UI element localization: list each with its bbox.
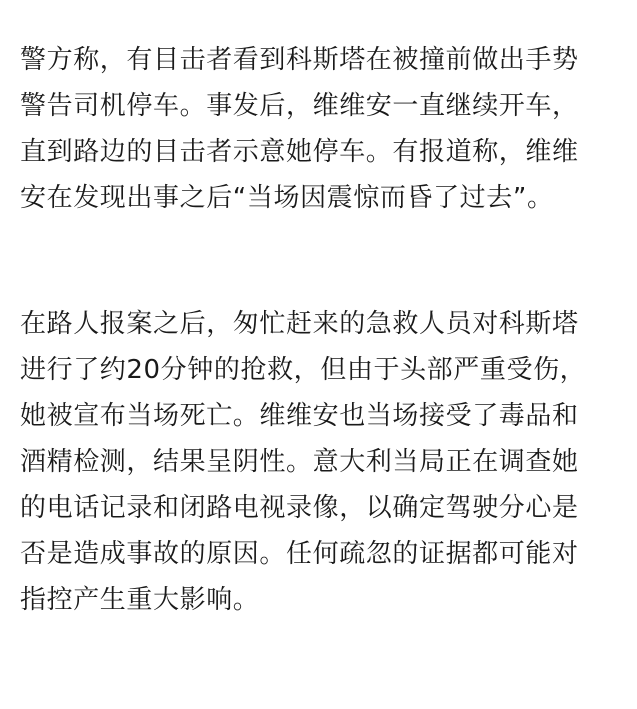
text-line: 在路人报案之后，匆忙赶来的急救人员对科斯塔 <box>20 309 579 339</box>
text-line: 安在发现出事之后“当场因震惊而昏了过去”。 <box>20 183 554 213</box>
text-line: 警告司机停车。事发后，维维安一直继续开车， <box>20 91 579 121</box>
paragraph-1 <box>20 37 620 221</box>
text-line: 酒精检测，结果呈阴性。意大利当局正在调查她 <box>20 447 579 477</box>
text-line: 直到路边的目击者示意她停车。有报道称，维维 <box>20 137 579 167</box>
text-line: 指控产生重大影响。 <box>20 585 260 615</box>
text-line: 否是造成事故的原因。任何疏忽的证据都可能对 <box>20 539 579 569</box>
text-line: 进行了约20分钟的抢救，但由于头部严重受伤， <box>20 355 587 385</box>
paragraph-2 <box>20 301 620 623</box>
text-line: 警方称，有目击者看到科斯塔在被撞前做出手势 <box>20 45 579 75</box>
text-line: 她被宣布当场死亡。维维安也当场接受了毒品和 <box>20 401 579 431</box>
paragraph-spacer <box>20 221 620 301</box>
article-body <box>20 37 620 623</box>
text-line: 的电话记录和闭路电视录像，以确定驾驶分心是 <box>20 493 579 523</box>
